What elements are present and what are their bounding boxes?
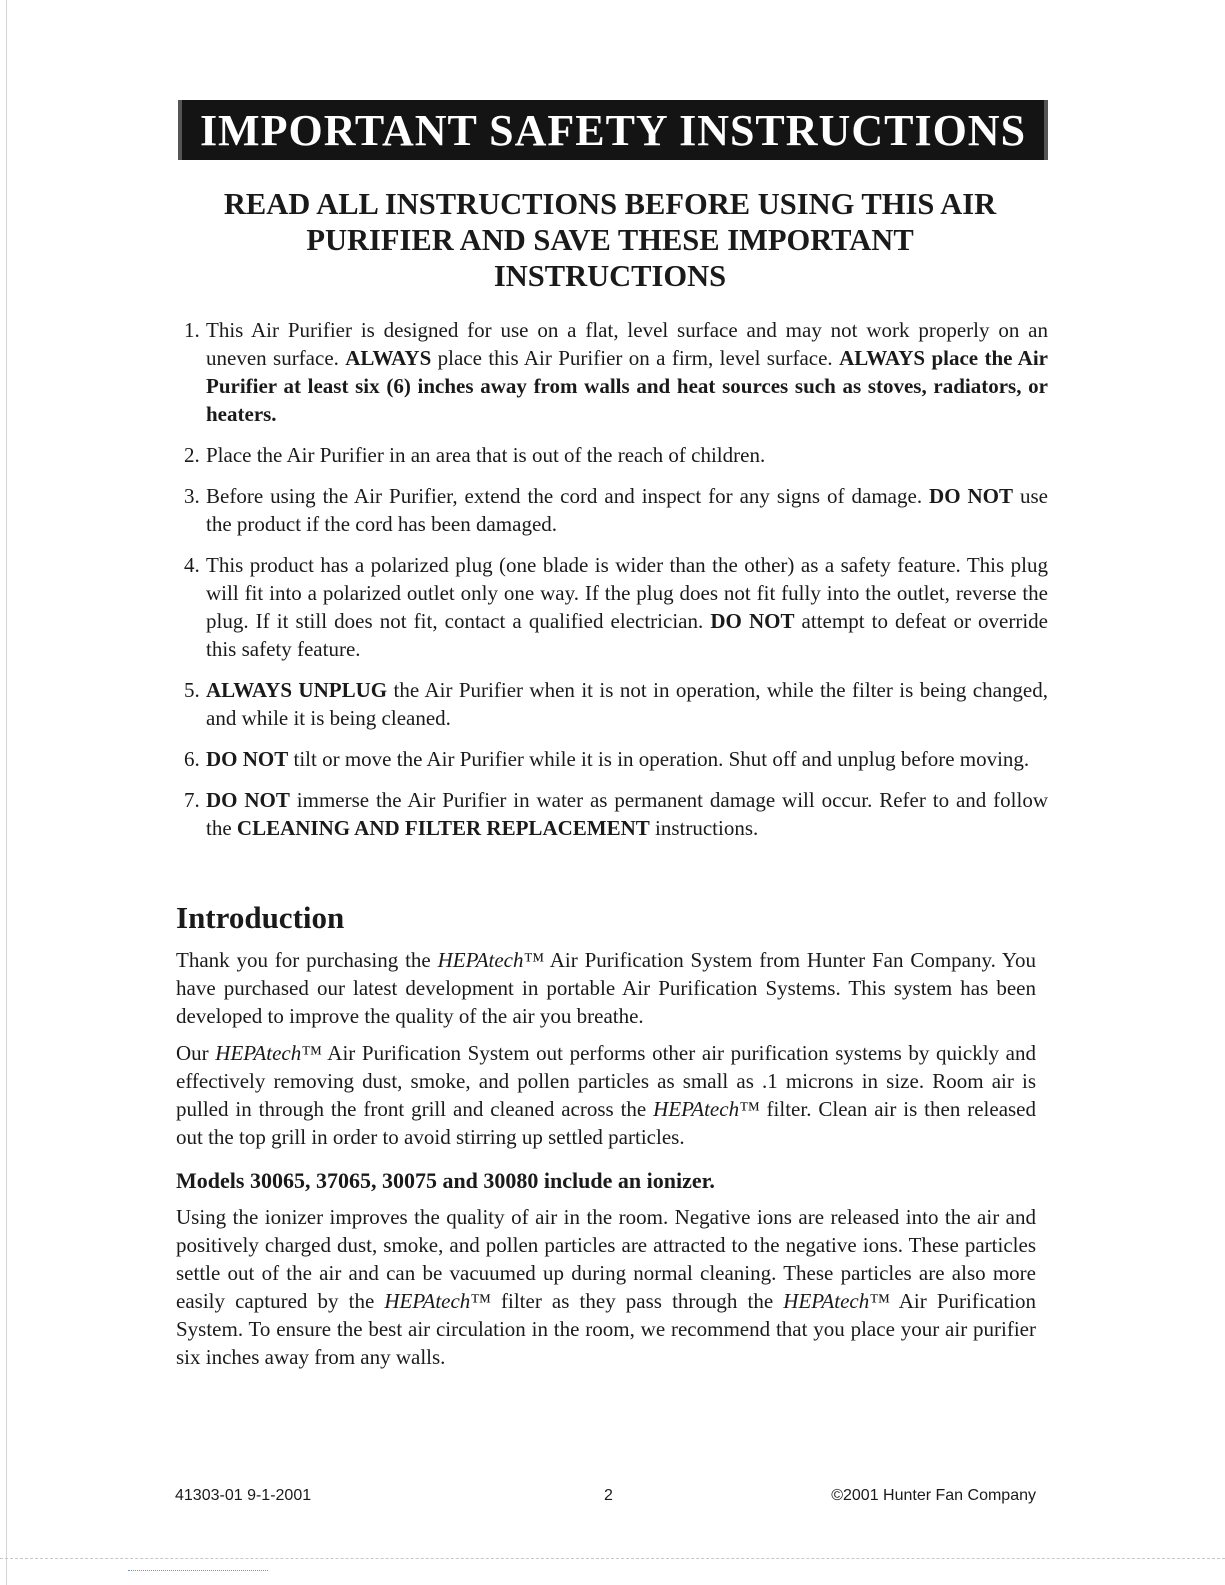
instruction-text: tilt or move the Air Purifier while it is in operation. Shut off and unplug before moving. xyxy=(288,747,1030,771)
intro-text: Air Purification System from Hunter Fan Company. You have purchased our latest development in portable Air Purification Systems. This system has been developed to improve the quality of the air you breathe. xyxy=(176,948,1036,1028)
document-number: 41303-01 9-1-2001 xyxy=(175,1487,312,1504)
instruction-emphasis: DO NOT xyxy=(929,484,1014,508)
banner-title: IMPORTANT SAFETY INSTRUCTIONS xyxy=(199,105,1027,155)
scan-artifact-line xyxy=(0,1558,1225,1559)
instruction-emphasis: ALWAYS xyxy=(345,346,432,370)
brand-name: HEPAtech™ xyxy=(437,948,545,972)
instruction-text: immerse the Air Purifier in water as permanent damage will occur. Refer to and follow the xyxy=(206,788,1048,840)
instruction-text: attempt to defeat or override this safety feature. xyxy=(206,609,1048,661)
instruction-emphasis: DO NOT xyxy=(206,747,289,771)
instruction-number: 4. xyxy=(184,553,200,577)
intro-text: Air Purification System. To ensure the best air circulation in the room, we recommend that you place your air purifier six inches away from any walls. xyxy=(176,1289,1037,1369)
instruction-number: 5. xyxy=(184,678,200,702)
brand-name: HEPAtech™ xyxy=(653,1097,760,1121)
instruction-number: 6. xyxy=(184,747,200,771)
instruction-text: the Air Purifier when it is not in operation, while the filter is being changed, and while it is being cleaned. xyxy=(206,678,1048,730)
instruction-number: 3. xyxy=(184,484,200,508)
instruction-number: 7. xyxy=(184,788,200,812)
brand-name: HEPAtech™ xyxy=(783,1289,890,1313)
instruction-text: This product has a polarized plug (one blade is wider than the other) as a safety feature. This plug will fit into a polarized outlet only one way. If the plug does not fit fully into the outlet, reverse the plug. If it still does not fit, contact a qualified electrician. xyxy=(206,553,1048,633)
scan-margin-line xyxy=(6,0,7,1585)
intro-text: Our xyxy=(176,1041,216,1065)
introduction-heading: Introduction xyxy=(176,900,345,935)
intro-text: Thank you for purchasing the xyxy=(176,948,438,972)
intro-text: filter as they pass through the xyxy=(490,1289,784,1313)
instruction-item-6 xyxy=(172,745,1048,773)
read-all-notice xyxy=(170,186,1050,294)
instruction-emphasis: ALWAYS place the Air Purifier at least six (6) inches away from walls and heat sources such as stoves, radiators, or heaters. xyxy=(206,346,1049,426)
instruction-text: This Air Purifier is designed for use on a flat, level surface and may not work properly on an uneven surface. xyxy=(206,318,1048,370)
safety-banner xyxy=(182,100,1044,160)
intro-text: Air Purification System out performs other air purification systems by quickly and effectively removing dust, smoke, and pollen particles as small as .1 microns in size. Room air is pulled in through the front grill and cleaned across the xyxy=(176,1041,1036,1121)
instruction-item-7 xyxy=(172,786,1048,842)
intro-paragraph-3 xyxy=(176,1203,1036,1371)
intro-text: filter. Clean air is then released out the top grill in order to avoid stirring up settled particles. xyxy=(176,1097,1037,1149)
instruction-item-1 xyxy=(172,316,1048,428)
copyright-notice: ©2001 Hunter Fan Company xyxy=(831,1487,1036,1504)
read-all-line-2: PURIFIER AND SAVE THESE IMPORTANT xyxy=(306,223,914,257)
instruction-text: Before using the Air Purifier, extend the cord and inspect for any signs of damage. xyxy=(206,484,930,508)
instruction-item-3 xyxy=(172,482,1048,538)
instruction-number: 1. xyxy=(184,318,200,342)
page-number: 2 xyxy=(604,1487,613,1504)
intro-paragraph-2 xyxy=(176,1039,1036,1151)
instruction-text: Place the Air Purifier in an area that is out of the reach of children. xyxy=(206,443,766,467)
scan-artifact-blue xyxy=(128,1570,268,1571)
safety-instructions-list xyxy=(172,316,1048,855)
instruction-text: place this Air Purifier on a firm, level surface. xyxy=(431,346,840,370)
read-all-line-1: READ ALL INSTRUCTIONS BEFORE USING THIS AIR xyxy=(223,187,997,221)
instruction-emphasis: CLEANING AND FILTER REPLACEMENT xyxy=(236,816,650,840)
instruction-item-2 xyxy=(172,441,1048,469)
instruction-item-5 xyxy=(172,676,1048,732)
ionizer-models-heading: Models 30065, 37065, 30075 and 30080 include an ionizer. xyxy=(176,1168,715,1193)
brand-name: HEPAtech™ xyxy=(215,1041,322,1065)
instruction-text: instructions. xyxy=(649,816,759,840)
intro-paragraph-1 xyxy=(176,946,1036,1030)
instruction-emphasis: DO NOT xyxy=(206,788,290,812)
instruction-number: 2. xyxy=(184,443,200,467)
instruction-text: use the product if the cord has been damaged. xyxy=(206,484,1048,536)
read-all-line-3: INSTRUCTIONS xyxy=(493,259,727,293)
brand-name: HEPAtech™ xyxy=(384,1289,491,1313)
instruction-item-4 xyxy=(172,551,1048,663)
intro-text: Using the ionizer improves the quality of air in the room. Negative ions are released into the air and positively charged dust, smoke, and pollen particles are attracted to the negative ions. These particles settle out of the air and can be vacuumed up during normal cleaning. These particles are also more easily captured by the xyxy=(176,1205,1036,1313)
instruction-emphasis: ALWAYS UNPLUG xyxy=(206,678,388,702)
banner-right-edge xyxy=(1044,100,1048,160)
instruction-emphasis: DO NOT xyxy=(710,609,795,633)
introduction-body xyxy=(176,946,1036,1380)
